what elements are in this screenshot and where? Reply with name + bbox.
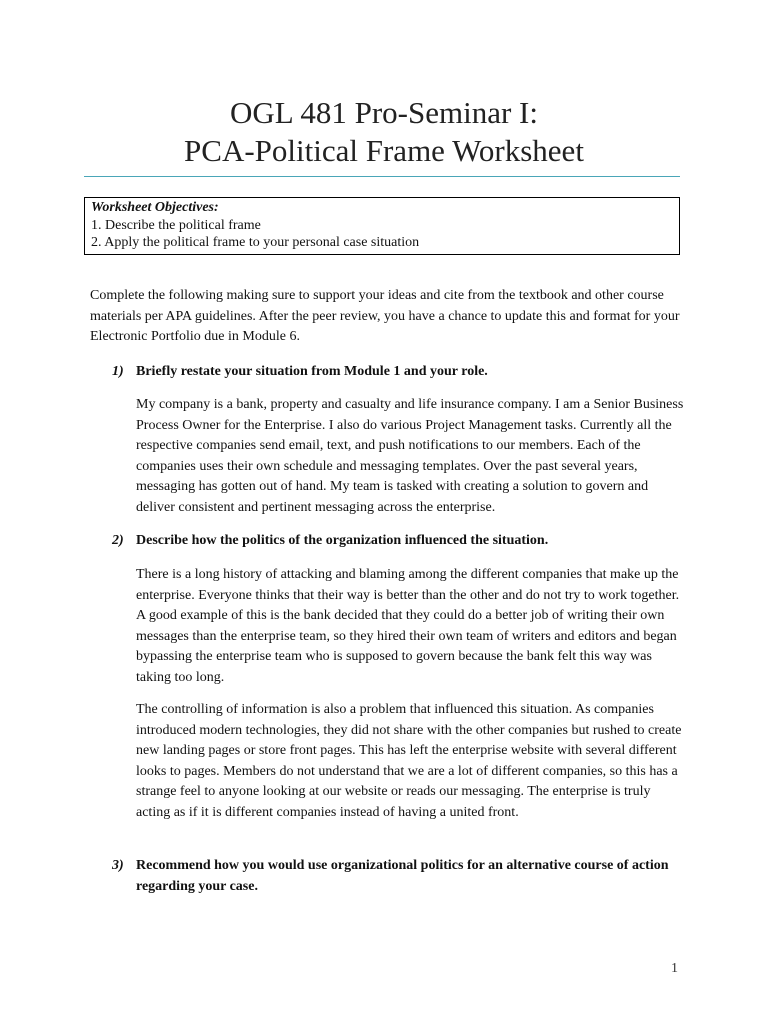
question-3	[112, 855, 692, 897]
answer-paragraph: There is a long history of attacking and blaming among the different companies that make up the enterprise. Everyone thinks that their way is better than the other and do not try to work together. A good example of this is the bank decided that they could do a better job of writing their own messages than the enterprise team, so they hired their own team of writers and editors and began bypassing the enterprise team who is supposed to govern because the bank felt this way was taking too long.	[136, 567, 680, 685]
question-1	[112, 361, 692, 382]
title-line-1: OGL 481 Pro-Seminar I:	[230, 95, 538, 130]
objectives-heading: Worksheet Objectives:	[91, 200, 219, 215]
question-number: 3)	[112, 858, 124, 873]
question-number: 2)	[112, 533, 124, 548]
page-number: 1	[671, 961, 678, 976]
answer-paragraph: My company is a bank, property and casualty and life insurance company. I am a Senior Business Process Owner for the Enterprise. I also do various Project Management tasks. Currently all the respective companies send email, text, and push notifications to our members. Each of the companies uses their own schedule and messaging templates. Over the past several years, messaging has gotten out of hand. My team is tasked with creating a solution to govern and deliver consistent and pertinent messaging across the enterprise.	[136, 397, 684, 515]
objective-item: 1. Describe the political frame	[91, 217, 261, 233]
question-text: Briefly restate your situation from Module 1 and your role.	[136, 364, 488, 379]
question-text: Recommend how you would use organizational politics for an alternative course of action regarding your case.	[136, 858, 669, 894]
title-divider	[84, 176, 680, 177]
title-line-2: PCA-Political Frame Worksheet	[184, 133, 584, 168]
objectives-box	[84, 197, 680, 255]
question-number: 1)	[112, 364, 124, 379]
question-2	[112, 530, 692, 551]
document-title	[84, 94, 684, 170]
answer-paragraph: The controlling of information is also a problem that influenced this situation. As companies introduced modern technologies, they did not share with the other companies but rushed to create new landing pages or store front pages. This has left the enterprise website with several different looks to pages. Members do not understand that we are a lot of different companies, so this has a strange feel to anyone looking at our website or reads our messaging. The enterprise is truly acting as if it is different companies instead of having a united front.	[136, 702, 682, 820]
objective-item: 2. Apply the political frame to your personal case situation	[91, 235, 420, 250]
intro-paragraph: Complete the following making sure to support your ideas and cite from the textbook and other course materials per APA guidelines. After the peer review, you have a chance to update this and format for your Electronic Portfolio due in Module 6.	[90, 288, 680, 344]
question-text: Describe how the politics of the organization influenced the situation.	[136, 533, 549, 548]
